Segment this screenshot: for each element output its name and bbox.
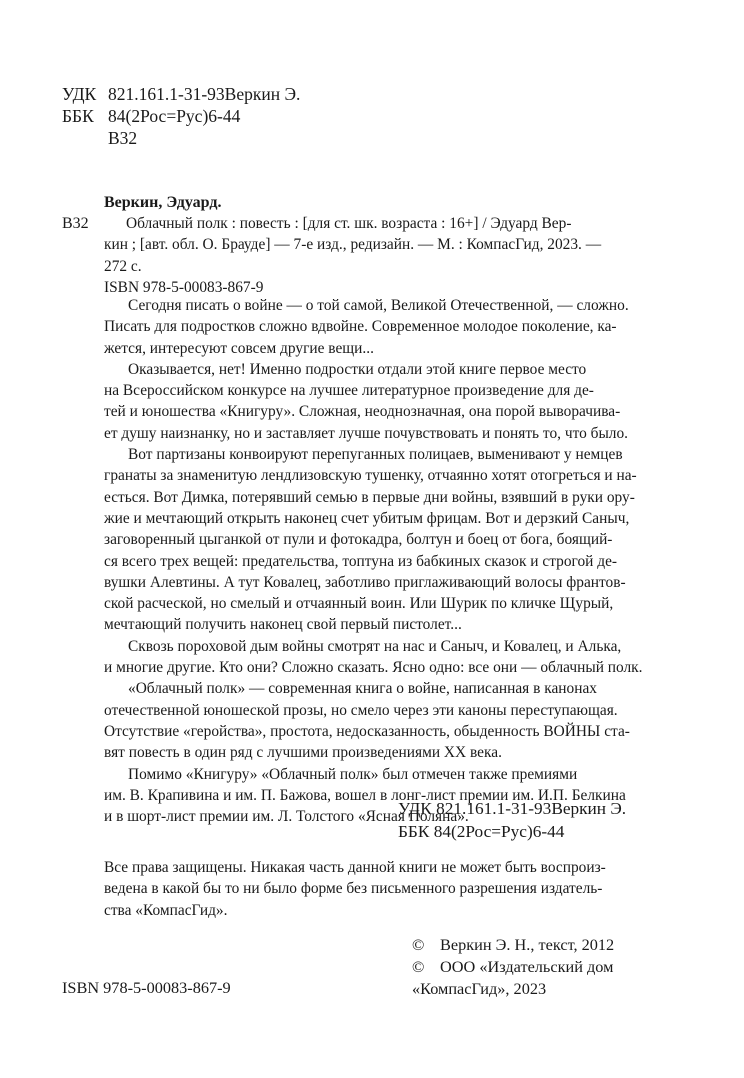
record-author-mark: В32: [62, 215, 89, 232]
record-line: Облачный полк : повесть : [для ст. шк. возраста : 16+] / Эдуард Вер-: [126, 215, 572, 232]
annotation-line: отечественной юношеской прозы, но смело через эти каноны переступающая.: [104, 701, 618, 719]
annotation-line: Сквозь пороховой дым войны смотрят на нас и Саныч, и Ковалец, и Алька,: [128, 637, 622, 655]
bbk-label: ББК: [62, 106, 94, 126]
copyright-symbol: ©: [412, 935, 425, 954]
annotation-line: им. В. Крапивина и им. П. Бажова, вошел в лонг-лист премии им. И.П. Белкина: [104, 786, 626, 804]
rights-line: Все права защищены. Никакая часть данной книги не может быть воспроиз-: [104, 859, 606, 876]
annotation-line: жется, интересуют совсем другие вещи...: [104, 339, 374, 357]
annotation: [104, 295, 684, 827]
annotation-line: «Облачный полк» — современная книга о войне, написанная в канонах: [128, 680, 597, 698]
annotation-line: Помимо «Книгуру» «Облачный полк» был отмечен также премиями: [128, 765, 578, 783]
footer-udk: УДК 821.161.1-31-93Веркин Э.: [398, 799, 627, 818]
annotation-line: и в шорт-лист премии им. Л. Толстого «Ясная Поляна».: [104, 808, 469, 826]
annotation-line: заговоренный цыганкой от пули и фотокадра, болтун и боец от бога, боящий-: [104, 531, 613, 549]
record-line: кин ; [авт. обл. О. Брауде] — 7-е изд., редизайн. — М. : КомпасГид, 2023. —: [104, 236, 602, 254]
isbn: ISBN 978-5-00083-867-9: [62, 978, 231, 997]
copyright-block: [412, 934, 614, 1000]
annotation-line: Отсутствие «геройства», простота, недосказанность, обыденность ВОЙНЫ ста-: [104, 722, 630, 740]
annotation-line: ской расческой, но смелый и отчаянный воин. Или Шурик по кличке Щурый,: [104, 595, 614, 613]
annotation-line: гранаты за знаменитую лендлизовскую тушенку, отчаянно хотят отогреться и на-: [104, 467, 637, 485]
copyright-publisher-cont: «КомпасГид», 2023: [412, 979, 547, 998]
annotation-line: на Всероссийском конкурсе на лучшее литературное произведение для де-: [104, 382, 594, 400]
annotation-line: Вот партизаны конвоируют перепуганных полицаев, выменивают у немцев: [128, 446, 623, 464]
rights-notice: [104, 857, 606, 921]
record-line: 272 с.: [104, 257, 142, 275]
bbk-row: [62, 105, 300, 127]
udk-row: [62, 83, 300, 105]
udk-value: 821.161.1-31-93Веркин Э.: [108, 84, 301, 104]
author-mark-row: [62, 127, 300, 149]
classification-codes: [62, 83, 300, 149]
annotation-line: жие и мечтающий открыть наконец счет убитым фрицам. Вот и дерзкий Саныч,: [104, 509, 630, 527]
annotation-line: Писать для подростков сложно вдвойне. Современное молодое поколение, ка-: [104, 318, 617, 336]
annotation-line: мечтающий получить наконец свой первый пистолет...: [104, 616, 462, 634]
annotation-line: ет душу наизнанку, но и заставляет лучше почувствовать и понять то, что было.: [104, 424, 629, 442]
copyright-author: Веркин Э. Н., текст, 2012: [440, 935, 615, 954]
annotation-line: вят повесть в один ряд с лучшими произведениями XX века.: [104, 744, 502, 762]
annotation-line: и многие другие. Кто они? Сложно сказать. Ясно одно: все они — облачный полк.: [104, 659, 643, 677]
copyright-symbol: ©: [412, 957, 425, 976]
annotation-line: ся всего трех вещей: предательства, топтуна из бабкиных сказок и строгой де-: [104, 552, 618, 570]
footer-bbk: ББК 84(2Рос=Рус)6-44: [398, 821, 565, 841]
bbk-value: 84(2Рос=Рус)6-44: [108, 106, 241, 126]
annotation-line: Оказывается, нет! Именно подростки отдали этой книге первое место: [128, 360, 587, 378]
rights-line: ведена в какой бы то ни было форме без письменного разрешения издатель-: [104, 880, 603, 898]
annotation-line: есться. Вот Димка, потерявший семью в первые дни войны, взявший в руки ору-: [104, 488, 635, 506]
copyright-publisher: ООО «Издательский дом: [440, 957, 614, 976]
annotation-line: вушки Алевтины. А тут Ковалец, заботливо приглаживающий волосы франтов-: [104, 573, 626, 591]
bibliographic-record: [104, 213, 684, 298]
author-mark: В32: [108, 128, 138, 148]
udk-label: УДК: [62, 84, 97, 104]
author-heading: Веркин, Эдуард.: [104, 194, 222, 211]
record-isbn: ISBN 978-5-00083-867-9: [104, 278, 264, 296]
annotation-line: тей и юношества «Книгуру». Сложная, неоднозначная, она порой выворачива-: [104, 403, 621, 421]
annotation-line: Сегодня писать о войне — о той самой, Великой Отечественной, — сложно.: [128, 297, 629, 314]
rights-line: ства «КомпасГид».: [104, 901, 228, 919]
footer-codes: [398, 798, 626, 843]
